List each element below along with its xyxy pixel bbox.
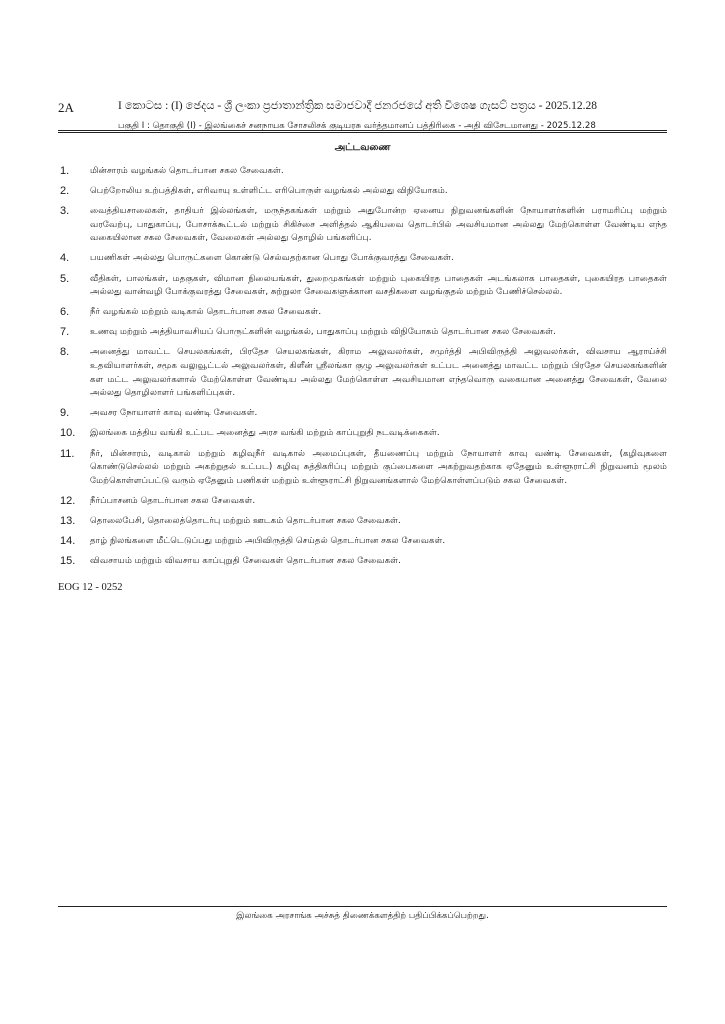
schedule-item-number: 11. [60,447,75,460]
schedule-item [60,326,667,340]
document-code: EOG 12 - 0252 [58,582,123,593]
schedule-item-text: வீதிகள், பாலங்கள், மதகுகள், விமான நிலையங்கள், துறைமுகங்கள் மற்றும் புகையிரத பாதைகள் அடங்கலாக பாதைகள், புகையிரத பாதைகள் அல்லது வான்வழி போக்குவரத்து சேவைகள், சுற்றுலா சேவைகளுக்கான வசதிகளை வழங்குதல் மற்றும் பேணிச்செல்லல். [90,273,667,298]
schedule-item [60,165,667,179]
schedule-item-number: 4. [60,252,70,265]
schedule-item-text: பயணிகள் அல்லது பொருட்களை கொண்டு செல்வதற்கான பொது போக்குவரத்து சேவைகள். [90,253,454,264]
schedule-item-number: 13. [60,514,76,527]
schedule-item-text: தாழ் நிலங்களை மீட்டெடுப்பது மற்றும் அபிவிருத்தி செய்தல் தொடர்பான சகல சேவைகள். [90,535,446,546]
schedule-item-number: 15. [60,555,76,568]
schedule-item-number: 8. [60,346,70,359]
schedule-item [60,407,667,421]
schedule-item-text: நீர் வழங்கல் மற்றும் வடிகால் தொடர்பான சகல சேவைகள். [90,307,322,318]
page-header [58,100,667,132]
schedule-item-text: நீர்ப்பாசனம் தொடர்பான சகல சேவைகள். [90,495,256,506]
gazette-title-tamil: பகுதி I : தொகுதி (I) - இலங்கைச் சனநாயக சோசலிசக் குடியரசு வர்த்தமானப் பத்திரிகை - அதி விசேடமானது - 2025.12.28 [118,121,596,131]
schedule-item-number: 12. [60,494,76,507]
schedule-item-text: உணவு மற்றும் அத்தியாவசியப் பொருட்களின் வழங்கல், பாதுகாப்பு மற்றும் விநியோகம் தொடர்பான சகல சேவைகள். [90,327,556,338]
schedule-item-number: 5. [60,272,70,285]
schedule-item-number: 6. [60,306,70,319]
schedule-item-text: வைத்தியசாலைகள், தாதியர் இல்லங்கள், மருந்தகங்கள் மற்றும் அதுபோன்ற ஏனைய நிறுவனங்களின் நோயாளர்களின் பராமரிப்பு மற்றும் வரவேற்பு, பாதுகாப்பு, போசாக்கூட்டல் மற்றும் சிகிச்சை அளித்தல் ஆகியவை தொடர்பில் அவசியமான அல்லது மேற்கொள்ள வேண்டிய எந்த வகையிலான சகல சேவைகள், வேலைகள் அல்லது தொழில் பங்களிப்பு. [90,206,667,244]
schedule-item-text: அவசர நோயாளர் காவு வண்டி சேவைகள். [90,408,258,419]
footer-divider [58,906,667,907]
schedule-item-text: விவசாயம் மற்றும் விவசாய காப்புறுதி சேவைகள் தொடர்பான சகல சேவைகள். [90,556,401,567]
schedule-item-number: 10. [60,427,76,440]
schedule-item-number: 7. [60,326,70,339]
schedule-item [60,448,667,489]
schedule-item [60,185,667,199]
schedule-item-text: அனைத்து மாவட்ட செயலகங்கள், பிரதேச செயலகங்கள், கிராம அலுவலர்கள், சமுர்த்தி அபிவிருத்தி அலுவலர்கள், விவசாய ஆராய்ச்சி உதவியாளர்கள், சமூக வலுவூட்டல் அலுவலர்கள், கிளீன் ஸ்ரீலங்கா குழு அலுவலர்கள் உட்பட அனைத்து மாவட்ட மற்றும் பிரதேச செயலகங்களின் கள மட்ட அலுவலர்களால் மேற்கொள்ள வேண்டிய அல்லது மேற்கொள்ள அவசியமான எந்தவொரு வகையான அனைத்து சேவைகள், வேலை அல்லது தொழிலாளர் பங்களிப்புகள். [90,347,667,399]
schedule-item [60,205,667,246]
schedule-item [60,306,667,320]
schedule-list [60,165,667,575]
schedule-item-number: 9. [60,407,70,420]
schedule-item-text: இலங்கை மத்திய வங்கி உட்பட அனைத்து அரச வங்கி மற்றும் காப்புறுதி நடவடிக்கைகள். [90,428,440,439]
header-divider [58,130,667,133]
schedule-title: அட்டவணை [334,142,391,153]
schedule-item-number: 14. [60,534,76,547]
schedule-item-number: 3. [60,205,70,218]
schedule-item-text: மின்சாரம் வழங்கல் தொடர்பான சகல சேவைகள். [90,166,284,176]
schedule-item [60,252,667,266]
schedule-item [60,555,667,569]
printer-note: இலங்கை அரசாங்க அச்சுத் திணைக்களத்திற் பதிப்பிக்கப்பெற்றது. [236,911,489,921]
schedule-item-text: நீர், மின்சாரம், வடிகால் மற்றும் கழிவுநீர் வடிகால் அமைப்புகள், தீயணைப்பு மற்றும் நோயாளர் காவு வண்டி சேவைகள், (கழிவுகளை கொண்டுசெல்லல் மற்றும் அகற்றுதல் உட்பட) கழிவு சுத்திகரிப்பு மற்றும் குப்பைகளை அகற்றுவதற்காக ஏதேனும் உள்ளூராட்சி நிறுவனம் மூலம் மேற்கொள்ளப்பட்டு வரும் ஏதேனும் பணிகள் மற்றும் உள்ளூராட்சி நிறுவனங்களால் மேற்கொள்ளப்படும் சகல சேவைகள். [90,448,667,486]
schedule-item [60,346,667,400]
page-number: 2A [58,100,74,115]
gazette-title-sinhala: I කොටස : (I) ඡෙදය - ශ්‍රී ලංකා ප්‍රජාතාන්ත්‍රික සමාජවාදී ජනරජයේ අති විශෙෂ ගැසට් පත්‍රය - 2025.12.28 [118,100,598,112]
schedule-item-number: 1. [60,165,70,177]
schedule-item [60,535,667,549]
schedule-item-text: பெற்றோலிய உற்பத்திகள், எரிவாயு உள்ளிட்ட எரிபொருள் வழங்கல் அல்லது விநியோகம். [90,186,448,197]
schedule-item [60,427,667,441]
schedule-item [60,515,667,529]
schedule-item-number: 2. [60,185,70,198]
schedule-item [60,495,667,509]
schedule-item [60,273,667,300]
schedule-item-text: தொலைபேசி, தொலைத்தொடர்பு மற்றும் ஊடகம் தொடர்பான சகல சேவைகள். [90,515,401,526]
